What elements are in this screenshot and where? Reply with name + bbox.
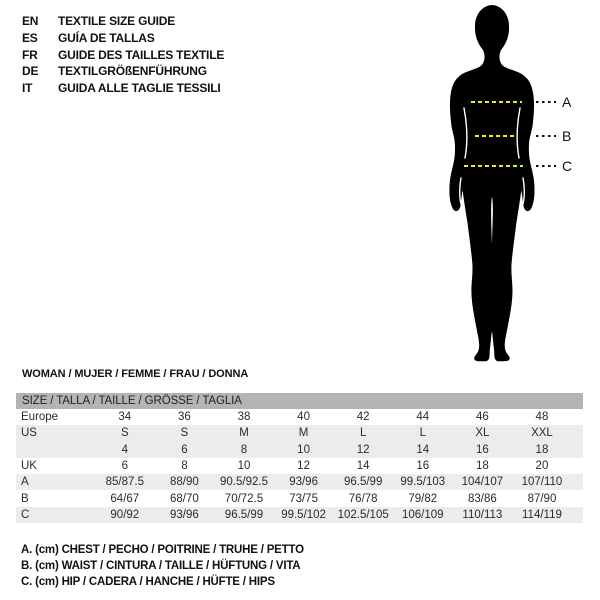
lang-title: TEXTILE SIZE GUIDE (58, 14, 176, 28)
table-row (16, 442, 583, 458)
lang-row-en (22, 13, 224, 30)
legend-line-waist: B. (cm) WAIST / CINTURA / TAILLE / HÜFTUNG / VITA (21, 559, 301, 572)
lang-row-es (22, 30, 224, 47)
lang-title: TEXTILGRÖßENFÜHRUNG (58, 64, 207, 79)
size-cell: L (359, 427, 367, 440)
size-cell: 16 (475, 443, 489, 456)
lang-row-it (22, 80, 224, 97)
size-cell: 46 (475, 411, 489, 424)
row-label: Europe (21, 411, 59, 424)
size-cell: 114/119 (522, 508, 562, 521)
row-label: UK (21, 460, 37, 473)
size-cell: 40 (297, 411, 310, 424)
size-cell: 79/82 (408, 492, 438, 505)
size-table (16, 393, 583, 523)
size-cell: 18 (535, 443, 549, 456)
lang-code: IT (22, 81, 33, 96)
marker-label-c: C (562, 158, 573, 174)
row-label: C (21, 508, 30, 521)
row-label: A (21, 476, 29, 489)
size-cell: 48 (535, 411, 549, 424)
lang-code: EN (22, 14, 39, 28)
size-cell: M (298, 427, 309, 440)
arm-torso-gap-right (517, 108, 520, 158)
size-cell: 8 (181, 460, 188, 473)
size-cell: 90.5/92.5 (220, 476, 268, 489)
size-cell: 6 (181, 443, 188, 456)
legend-line-chest: A. (cm) CHEST / PECHO / POITRINE / TRUHE / PETTO (21, 544, 304, 556)
size-cell: 85/87.5 (105, 476, 144, 489)
size-cell: 42 (356, 411, 370, 424)
lang-code: DE (22, 64, 39, 79)
size-cell: 96.5/99 (224, 508, 264, 521)
size-cell: 93/96 (170, 508, 199, 521)
size-cell: 107/110 (521, 476, 563, 489)
size-cell: 110/113 (462, 508, 503, 521)
language-title-list (22, 13, 224, 97)
table-row (16, 474, 583, 490)
size-cell: 99.5/103 (400, 476, 446, 489)
lang-title: GUÍA DE TALLAS (58, 30, 155, 45)
size-cell: 83/86 (467, 492, 497, 505)
size-cell: 20 (535, 460, 549, 473)
row-label: B (21, 492, 29, 505)
table-row (16, 458, 583, 474)
size-cell: 14 (356, 460, 370, 473)
size-cell: 73/75 (289, 492, 318, 505)
size-cell: 106/109 (401, 508, 444, 521)
size-cell: 88/90 (170, 476, 199, 489)
table-row (16, 490, 583, 506)
size-cell: S (120, 427, 129, 440)
size-cell: 104/107 (461, 476, 504, 489)
lang-title: GUIDE DES TAILLES TEXTILE (58, 47, 225, 62)
hand-hip-gap-left (460, 178, 462, 207)
size-cell: 14 (416, 443, 430, 456)
legend-line-hip: C. (cm) HIP / CADERA / HANCHE / HÜFTE / HIPS (21, 575, 275, 588)
measurement-legend (21, 543, 304, 590)
size-cell: 76/78 (348, 492, 378, 505)
size-cell: 8 (240, 443, 248, 456)
size-cell: 70/72.5 (224, 492, 264, 505)
size-cell: L (419, 427, 426, 440)
section-title-woman: WOMAN / MUJER / FEMME / FRAU / DONNA (22, 368, 249, 380)
lang-row-de (22, 63, 224, 80)
size-cell: 64/67 (110, 492, 140, 505)
size-table-header: SIZE / TALLA / TAILLE / GRÖSSE / TAGLIA (16, 393, 583, 409)
size-cell: 87/90 (527, 492, 557, 505)
hand-hip-gap-right (522, 178, 524, 207)
size-cell: 4 (121, 443, 128, 456)
size-cell: 34 (118, 411, 132, 424)
size-cell: 12 (356, 443, 370, 456)
lang-code: ES (22, 30, 38, 45)
size-cell: 44 (416, 411, 430, 424)
size-cell: 10 (297, 443, 310, 456)
size-cell: 99.5/102 (281, 508, 326, 521)
size-cell: 16 (416, 460, 430, 473)
table-row (16, 507, 583, 523)
size-cell: 6 (121, 460, 128, 473)
size-cell: 90/92 (110, 508, 140, 521)
size-cell: 93/96 (289, 476, 318, 489)
arm-torso-gap-left (464, 108, 467, 158)
size-cell: S (180, 427, 189, 440)
size-cell: 102.5/105 (337, 508, 389, 521)
table-row (16, 425, 583, 441)
table-row (16, 409, 583, 425)
size-table-body (16, 409, 583, 523)
size-cell: 68/70 (170, 492, 199, 505)
row-label: US (21, 427, 37, 440)
lang-row-fr (22, 47, 224, 64)
woman-silhouette (449, 5, 534, 361)
size-cell: 38 (237, 411, 251, 424)
size-cell: 36 (177, 411, 191, 424)
size-cell: XL (475, 427, 490, 440)
marker-label-b: B (562, 128, 572, 144)
size-cell: 10 (237, 460, 251, 473)
size-cell: M (239, 427, 249, 440)
size-cell: 12 (297, 460, 310, 473)
size-cell: 18 (475, 460, 489, 473)
size-cell: 96.5/99 (343, 476, 383, 489)
size-cell: XXL (531, 427, 553, 440)
lang-code: FR (22, 47, 38, 62)
lang-title: GUIDA ALLE TAGLIE TESSILI (58, 81, 221, 96)
marker-label-a: A (562, 94, 572, 110)
